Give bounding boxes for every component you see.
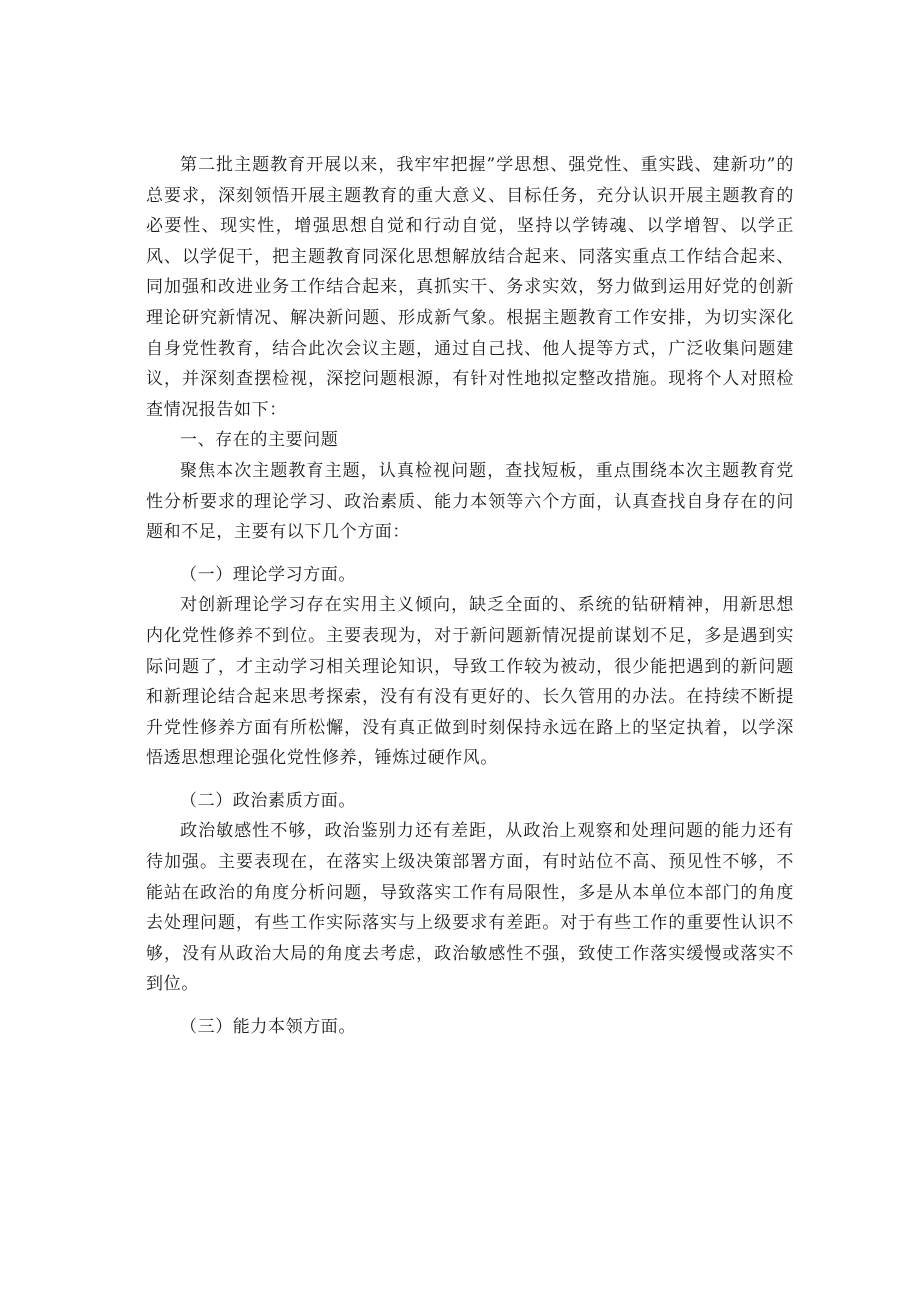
subsection-heading-politics: （二）政治素质方面。 [180, 790, 356, 811]
subsection-heading-theory: （一）理论学习方面。 [180, 564, 356, 585]
intro-paragraph: 第二批主题教育开展以来，我牢牢把握”学思想、强党性、重实践、建新功”的总要求，深刻领悟开展主题教育的重大意义、目标任务，充分认识开展主题教育的必要性、现实性，增强思想自觉和行动自觉，坚持以学铸魂、以学增智、以学正风、以学促干，把主题教育同深化思想解放结合起来、同落实重点工作结合起来、同加强和改进业务工作结合起来，真抓实干、务求实效，努力做到运用好党的创新理论研究新情况、解决新问题、形成新气象。根据主题教育工作安排，为切实深化自身党性教育，结合此次会议主题，通过自己找、他人提等方式，广泛收集问题建议，并深刻查摆检视，深挖问题根源，有针对性地拟定整改措施。现将个人对照检查情况报告如下： [146, 155, 794, 420]
document-page [146, 150, 794, 1043]
subsection-body-theory: 对创新理论学习存在实用主义倾向，缺乏全面的、系统的钻研精神，用新思想内化党性修养不到位。主要表现为，对于新问题新情况提前谋划不足，多是遇到实际问题了，才主动学习相关理论知识，导致工作较为被动，很少能把遇到的新问题和新理论结合起来思考探索，没有有没有更好的、长久管用的办法。在持续不断提升党性修养方面有所松懈，没有真正做到时刻保持永远在路上的坚定执着，以学深悟透思想理论强化党性修养，锤炼过硬作风。 [146, 595, 794, 769]
subsection-body-politics: 政治敏感性不够，政治鉴别力还有差距，从政治上观察和处理问题的能力还有待加强。主要表现在，在落实上级决策部署方面，有时站位不高、预见性不够，不能站在政治的角度分析问题，导致落实工作有局限性，多是从本单位本部门的角度去处理问题，有些工作实际落实与上级要求有差距。对于有些工作的重要性认识不够，没有从政治大局的角度去考虑，政治敏感性不强，致使工作落实缓慢或落实不到位。 [146, 821, 794, 995]
section-intro-paragraph: 聚焦本次主题教育主题，认真检视问题，查找短板，重点围绕本次主题教育党性分析要求的理论学习、政治素质、能力本领等六个方面，认真查找自身存在的问题和不足，主要有以下几个方面： [146, 460, 794, 543]
section-heading: 一、存在的主要问题 [180, 430, 339, 451]
subsection-heading-ability: （三）能力本领方面。 [180, 1017, 356, 1038]
